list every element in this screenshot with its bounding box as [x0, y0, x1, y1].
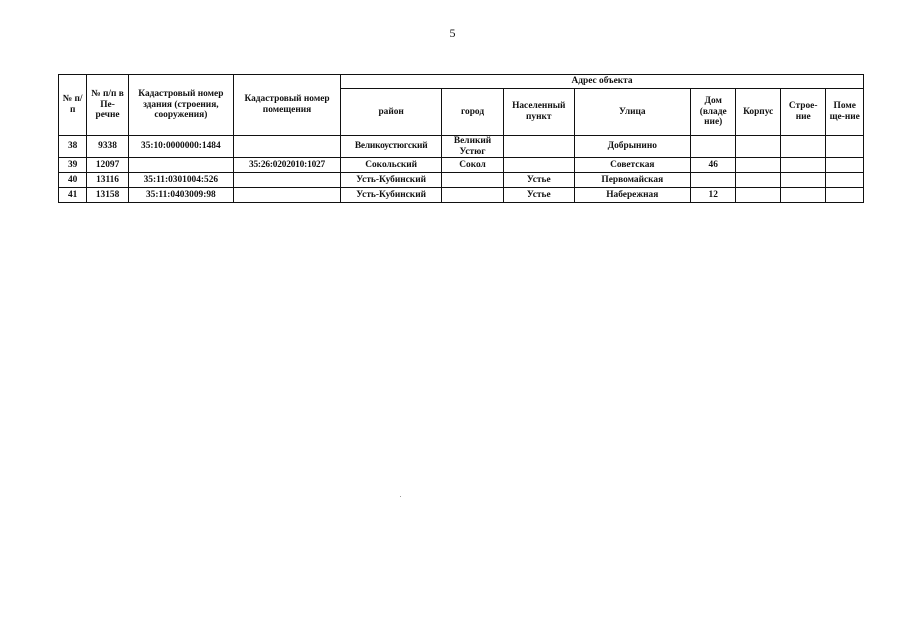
cell-list-num: 12097: [87, 158, 128, 173]
property-registry-table: [58, 74, 864, 203]
cell-street: Набережная: [574, 188, 690, 203]
cell-building: [780, 188, 826, 203]
table-row: [59, 136, 864, 158]
cell-building-cadastral: 35:11:0301004:526: [128, 173, 233, 188]
cell-num: 41: [59, 188, 87, 203]
cell-city: Сокол: [442, 158, 504, 173]
cell-list-num: 13116: [87, 173, 128, 188]
cell-street: Советская: [574, 158, 690, 173]
cell-corpus: [736, 188, 780, 203]
cell-room-cadastral: [233, 136, 340, 158]
cell-settlement: [503, 158, 574, 173]
header-city: город: [442, 89, 504, 136]
cell-room: [826, 158, 864, 173]
table-header: [59, 75, 864, 136]
header-list-num: № п/п в Пе-речне: [87, 75, 128, 136]
cell-corpus: [736, 158, 780, 173]
header-corpus: Корпус: [736, 89, 780, 136]
cell-district: Сокольский: [341, 158, 442, 173]
cell-room-cadastral: [233, 188, 340, 203]
cell-list-num: 13158: [87, 188, 128, 203]
cell-city: Великий Устюг: [442, 136, 504, 158]
cell-house: 46: [690, 158, 736, 173]
header-district: район: [341, 89, 442, 136]
header-room: Поме ще-ние: [826, 89, 864, 136]
cell-corpus: [736, 173, 780, 188]
cell-room: [826, 173, 864, 188]
cell-district: Великоустюгский: [341, 136, 442, 158]
cell-settlement: Устье: [503, 188, 574, 203]
header-building-cadastral: Кадастровый номер здания (строения, сооружения): [128, 75, 233, 136]
cell-room-cadastral: [233, 173, 340, 188]
cell-settlement: Устье: [503, 173, 574, 188]
cell-house: 12: [690, 188, 736, 203]
cell-house: [690, 136, 736, 158]
cell-building: [780, 158, 826, 173]
cell-street: Первомайская: [574, 173, 690, 188]
cell-building-cadastral: 35:10:0000000:1484: [128, 136, 233, 158]
table-row: [59, 188, 864, 203]
cell-district: Усть-Кубинский: [341, 188, 442, 203]
cell-room-cadastral: 35:26:0202010:1027: [233, 158, 340, 173]
table-row: [59, 158, 864, 173]
header-building: Строе-ние: [780, 89, 826, 136]
cell-num: 39: [59, 158, 87, 173]
cell-num: 40: [59, 173, 87, 188]
cell-num: 38: [59, 136, 87, 158]
cell-building: [780, 173, 826, 188]
cell-house: [690, 173, 736, 188]
cell-city: [442, 188, 504, 203]
scan-speck: [400, 496, 401, 497]
cell-corpus: [736, 136, 780, 158]
cell-building-cadastral: [128, 158, 233, 173]
cell-building: [780, 136, 826, 158]
table-body: [59, 136, 864, 203]
page-number: 5: [449, 26, 456, 40]
header-settlement: Населенный пункт: [503, 89, 574, 136]
cell-district: Усть-Кубинский: [341, 173, 442, 188]
cell-street: Добрынино: [574, 136, 690, 158]
cell-room: [826, 188, 864, 203]
header-address-group: Адрес объекта: [341, 75, 864, 89]
cell-list-num: 9338: [87, 136, 128, 158]
header-num: № п/п: [59, 75, 87, 136]
header-room-cadastral: Кадастровый номер помещения: [233, 75, 340, 136]
header-street: Улица: [574, 89, 690, 136]
table-row: [59, 173, 864, 188]
cell-room: [826, 136, 864, 158]
cell-settlement: [503, 136, 574, 158]
header-house: Дом (владе ние): [690, 89, 736, 136]
cell-building-cadastral: 35:11:0403009:98: [128, 188, 233, 203]
cell-city: [442, 173, 504, 188]
